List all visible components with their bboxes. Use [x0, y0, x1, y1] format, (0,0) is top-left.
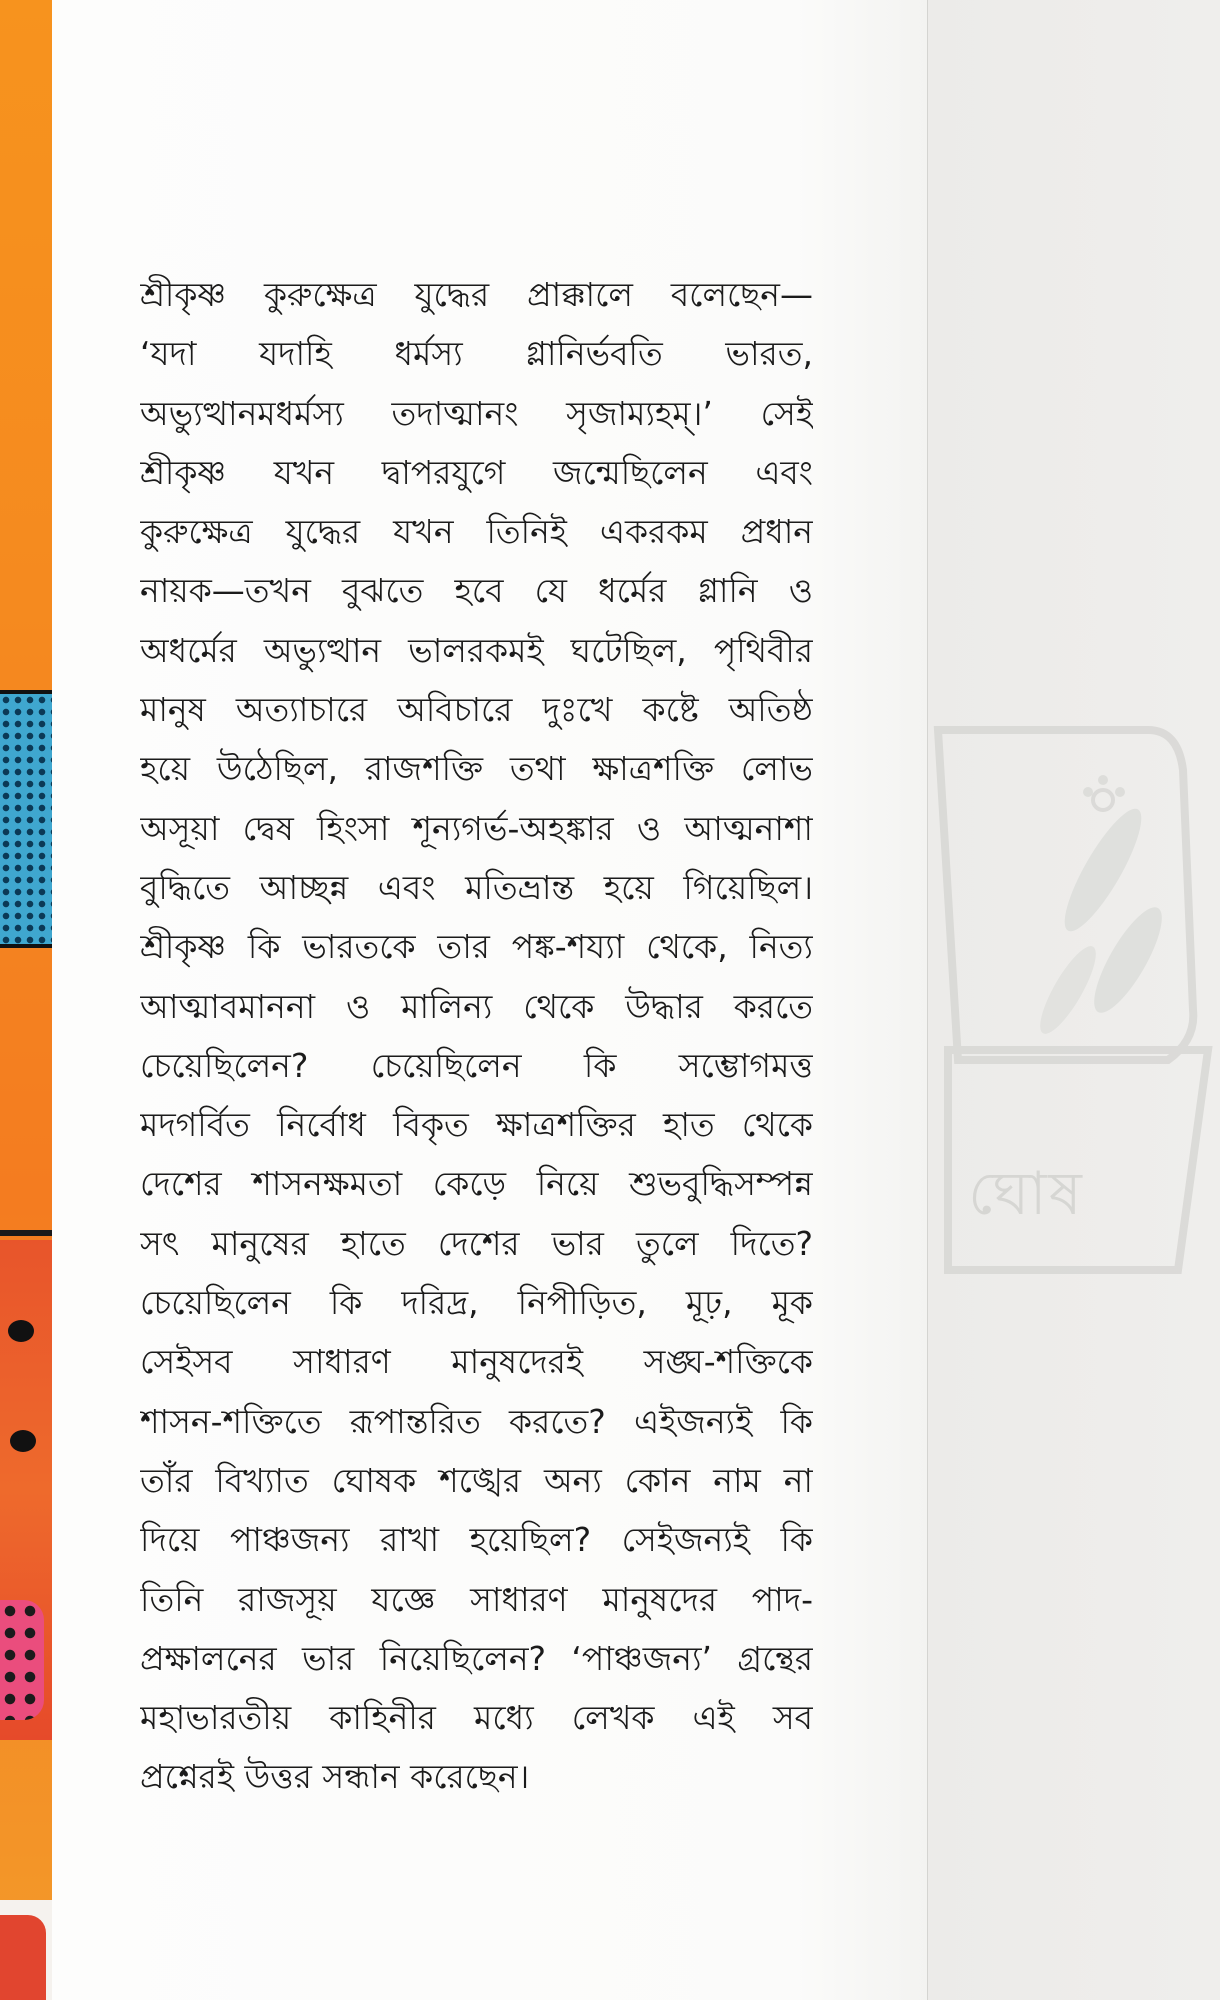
blurb-line: আত্মাবমাননা ও মালিন্য থেকে উদ্ধার করতে [140, 986, 813, 1026]
blurb-line: সেইসব সাধারণ মানুষদেরই সঙ্ঘ-শক্তিকে [140, 1342, 813, 1382]
blurb-line: দিয়ে পাঞ্চজন্য রাখা হয়েছিল? সেইজন্যই কি [140, 1520, 813, 1560]
blurb-line: অভ্যুত্থানমধর্মস্য তদাত্মানং সৃজাম্যহম্।’ সেই [140, 393, 813, 433]
blurb-line: তিনি রাজসূয় যজ্ঞে সাধারণ মানুষদের পাদ- [140, 1579, 813, 1619]
blurb-line: শ্রীকৃষ্ণ যখন দ্বাপরযুগে জন্মেছিলেন এবং [140, 452, 813, 492]
blurb-line-last: প্রশ্নেরই উত্তর সন্ধান করেছেন। [140, 1757, 530, 1797]
blurb-line: অসূয়া দ্বেষ হিংসা শূন্যগর্ভ-অহঙ্কার ও আত্মনাশা [140, 808, 813, 848]
blurb-line: ‘যদা যদাহি ধর্মস্য গ্লানির্ভবতি ভারত, [140, 334, 813, 374]
back-cover-blurb [140, 265, 813, 1807]
blurb-line: বুদ্ধিতে আচ্ছন্ন এবং মতিভ্রান্ত হয়ে গিয়েছিল। [140, 867, 813, 907]
blurb-line: মদগর্বিত নির্বোধ বিকৃত ক্ষাত্রশক্তির হাত থেকে [140, 1105, 813, 1145]
cover-art-dotted-panel [0, 690, 52, 948]
cover-art-insect [8, 1320, 34, 1342]
blurb-line: শ্রীকৃষ্ণ কুরুক্ষেত্র যুদ্ধের প্রাক্কালে বলেছেন— [140, 275, 813, 314]
cover-art-bottom-red [0, 1915, 46, 2000]
blurb-line: হয়ে উঠেছিল, রাজশক্তি তথা ক্ষাত্রশক্তি লোভ [140, 749, 813, 789]
blurb-line: কুরুক্ষেত্র যুদ্ধের যখন তিনিই একরকম প্রধান [140, 512, 813, 552]
blurb-line: মানুষ অত্যাচারে অবিচারে দুঃখে কষ্টে অতিষ্ঠ [140, 690, 813, 730]
cover-art-insect [10, 1430, 36, 1452]
blurb-line: মহাভারতীয় কাহিনীর মধ্যে লেখক এই সব [140, 1698, 813, 1738]
publisher-logo-text: ঘোষ [968, 1159, 1084, 1229]
blurb-line: সৎ মানুষের হাতে দেশের ভার তুলে দিতে? [140, 1223, 813, 1263]
blurb-line: চেয়েছিলেন? চেয়েছিলেন কি সম্ভোগমত্ত [140, 1045, 813, 1085]
blurb-line: নায়ক—তখন বুঝতে হবে যে ধর্মের গ্লানি ও [140, 571, 813, 611]
blurb-line: চেয়েছিলেন কি দরিদ্র, নিপীড়িত, মূঢ়, মূক [140, 1283, 813, 1323]
blurb-line: অধর্মের অভ্যুত্থান ভালরকমই ঘটেছিল, পৃথিবীর [140, 630, 813, 670]
blurb-line: দেশের শাসনক্ষমতা কেড়ে নিয়ে শুভবুদ্ধিসম্পন্ন [140, 1164, 813, 1204]
blurb-line: প্রক্ষালনের ভার নিয়েছিলেন? ‘পাঞ্চজন্য’ গ্রন্থের [140, 1638, 813, 1678]
cover-art-pink-panel [0, 1600, 44, 1720]
blurb-line: তাঁর বিখ্যাত ঘোষক শঙ্খের অন্য কোন নাম না [140, 1460, 813, 1500]
blurb-line: শ্রীকৃষ্ণ কি ভারতকে তার পঙ্ক-শয্যা থেকে, নিত্য [140, 927, 813, 967]
blurb-line: শাসন-শক্তিতে রূপান্তরিত করতে? এইজন্যই কি [140, 1401, 813, 1441]
cover-art-divider [0, 1230, 52, 1236]
